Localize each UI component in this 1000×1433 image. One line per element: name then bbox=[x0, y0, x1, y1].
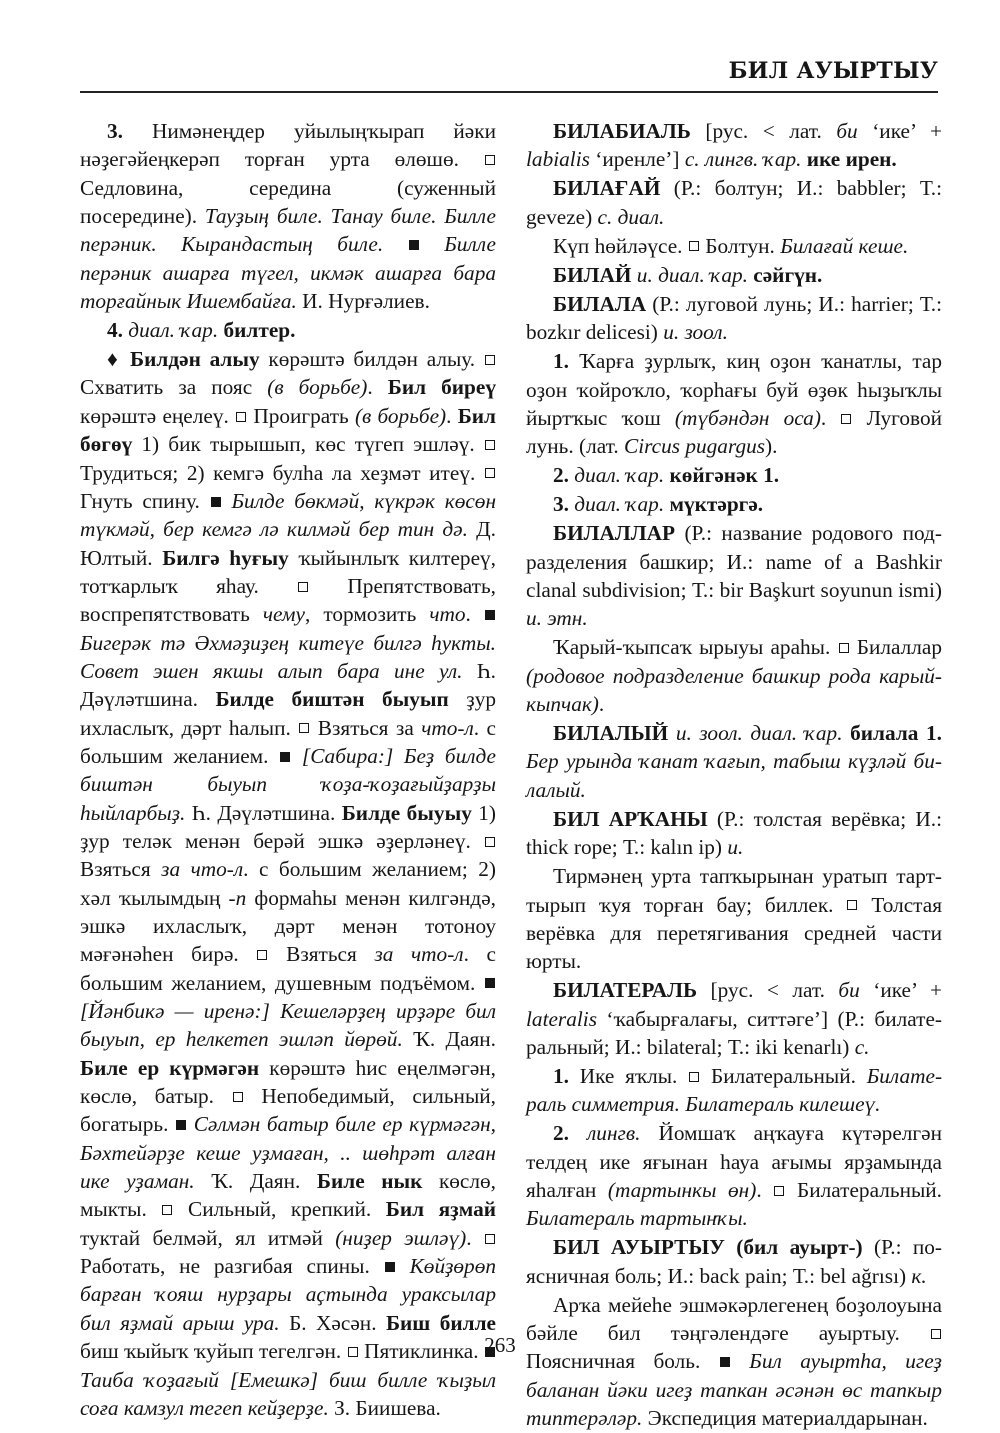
header-rule bbox=[80, 91, 938, 93]
definition-text: Болтун. bbox=[699, 233, 781, 258]
black-square-marker-icon bbox=[485, 610, 495, 620]
white-square-marker-icon bbox=[485, 1234, 495, 1244]
headword-text: Биле нык bbox=[316, 1169, 439, 1194]
black-square-marker-icon bbox=[720, 1357, 730, 1367]
definition-text: (Р.: поясничная боль; И.: back pain; Т.: bel ağrısı) bbox=[526, 1235, 943, 1288]
dictionary-paragraph bbox=[526, 976, 942, 1061]
italic-text: и. диал. ҡар. bbox=[636, 262, 754, 287]
headword-text: билала 1. bbox=[850, 721, 942, 746]
italic-text: Билле перәник ашарға түгел, икмәк ашарға бара торғайнык Ишембайға. bbox=[80, 232, 496, 314]
italic-text: би bbox=[836, 119, 858, 143]
headword-text: Билгә һуғыу bbox=[162, 545, 299, 570]
definition-text: ‘иренле’] bbox=[589, 147, 685, 172]
dictionary-paragraph bbox=[526, 805, 942, 862]
definition-text: Күп һөйләүсе. bbox=[553, 233, 688, 258]
definition-text: (Р.: толстая верёвка; И.: thick rope; Т.: kalın ip) bbox=[526, 806, 942, 860]
definition-text: Нимәнеңдер уйылыңҡырап йәки нәҙегәйеңкерәп торған урта өлөшө. bbox=[80, 119, 496, 172]
definition-text: Пятиклинка. bbox=[358, 1339, 484, 1364]
definition-text: Һ. Дәүләтшина. bbox=[80, 658, 496, 712]
definition-text: Трудиться; 2) кемгә булһа ла хеҙмәт итеү. bbox=[80, 460, 484, 485]
definition-text: (Р.: луговой лунь; И.: harrier; Т.: bozkır delicesi) bbox=[526, 291, 942, 345]
definition-text: . bbox=[466, 1225, 484, 1250]
white-square-marker-icon bbox=[847, 900, 857, 910]
definition-text: Взяться bbox=[268, 942, 375, 967]
definition-text: көрәштә билдән алыу. bbox=[268, 347, 484, 372]
italic-text: за что-л bbox=[161, 857, 244, 882]
dictionary-paragraph bbox=[526, 347, 942, 460]
white-square-marker-icon bbox=[485, 837, 495, 847]
definition-text: Взяться за bbox=[310, 715, 422, 740]
dictionary-paragraph bbox=[526, 719, 942, 804]
italic-text: диал. ҡар. bbox=[574, 492, 670, 517]
white-square-marker-icon bbox=[485, 155, 495, 165]
definition-text: . с большим желанием. bbox=[80, 715, 496, 768]
dictionary-paragraph bbox=[526, 1119, 942, 1232]
italic-text: (түбәндән оса) bbox=[674, 405, 821, 430]
definition-text: биш ҡыйыҡ ҡуйып тегелгән. bbox=[80, 1339, 347, 1364]
white-square-marker-icon bbox=[485, 355, 495, 365]
headword-text: көйгәнәк 1. bbox=[669, 463, 780, 488]
italic-text: lateralis bbox=[526, 1006, 597, 1031]
dictionary-paragraph bbox=[526, 117, 942, 174]
italic-text: и. зоол. bbox=[663, 320, 728, 345]
italic-text: би bbox=[838, 978, 860, 1003]
italic-text: и. этн. bbox=[526, 606, 588, 631]
italic-text: что bbox=[429, 602, 466, 627]
definition-text: 1) ҙур теләк менән берәй эшкә әҙерләнеү. bbox=[80, 800, 497, 853]
white-square-marker-icon bbox=[689, 241, 699, 251]
italic-text: Бигерәк тә Әхмәҙиҙең китеүе билгә һукты. Совет эшен якшы алып бара ине ул. bbox=[80, 630, 496, 683]
definition-text: Взяться bbox=[80, 857, 162, 882]
white-square-marker-icon bbox=[162, 1205, 172, 1215]
definition-text: . с большим желанием, душевным подъёмом. bbox=[80, 942, 496, 995]
italic-text: (в борьбе) bbox=[267, 375, 368, 400]
white-square-marker-icon bbox=[233, 1092, 243, 1102]
definition-text: Б. Хәсән. bbox=[279, 1310, 386, 1335]
definition-text: Работать, не разгибая спины. bbox=[80, 1254, 384, 1279]
dictionary-paragraph bbox=[526, 1291, 942, 1433]
italic-text: диал. ҡар. bbox=[574, 463, 670, 488]
definition-text: Д. Юлтый. bbox=[80, 517, 496, 570]
definition-text: . bbox=[367, 375, 388, 400]
italic-text: (ниҙер эшләү) bbox=[335, 1225, 467, 1250]
italic-text: [Йәнбикә — иренә:] Кешеләрҙең ирҙәре бил быуып, ер һелкетеп эшләп йөрөй. bbox=[80, 999, 496, 1052]
headword-text: 3. bbox=[553, 492, 575, 517]
definition-text: формаһы менән килгәндә, эшкә ихласлыҡ, дәрт менән тотоноу мәғәнәһен бирә. bbox=[80, 885, 496, 967]
dictionary-paragraph bbox=[526, 261, 942, 289]
dictionary-paragraph bbox=[526, 633, 942, 718]
dictionary-paragraph bbox=[526, 1233, 942, 1290]
white-square-marker-icon bbox=[774, 1186, 784, 1196]
headword-text: Бил бөгөү bbox=[80, 403, 496, 457]
definition-text: Ҡ. Даян. bbox=[194, 1169, 317, 1194]
definition-text: Гнуть спину. bbox=[80, 488, 210, 513]
italic-text: с. лингв. ҡар. bbox=[684, 147, 807, 172]
headword-text: БИЛАБИАЛЬ bbox=[553, 119, 706, 143]
headword-text: БИЛ АУЫРТЫУ (бил ауырт-) bbox=[553, 1235, 874, 1260]
definition-text: Ҡарый-ҡыпсаҡ ырыуы араһы. bbox=[553, 635, 838, 660]
definition-text: ‘ике’ + bbox=[857, 119, 942, 143]
headword-text: 1. bbox=[553, 1063, 580, 1088]
white-square-marker-icon bbox=[839, 643, 849, 653]
headword-text: 1. bbox=[553, 349, 580, 374]
headword-text: 2. bbox=[553, 1121, 588, 1146]
definition-text: . bbox=[756, 1178, 774, 1203]
definition-text: туктай белмәй, ял итмәй bbox=[80, 1225, 336, 1250]
definition-text: Йомшаҡ аңҡауға күтәрелгән телдең ике яғынан һауа ағымы ярҙамында яһалған bbox=[526, 1121, 943, 1203]
definition-text: Препятствовать, воспрепятствовать bbox=[80, 573, 497, 627]
definition-text: Ҡарға ҙурлыҡ, киң оҙон ҡанатлы, тар оҙон ҡойроҡло, ҡорһағы буй өҙөк һыҙыҡлы йыртҡыс ҡош bbox=[526, 349, 942, 430]
definition-text: И. Нурғәлиев. bbox=[296, 289, 430, 314]
dictionary-paragraph bbox=[526, 862, 942, 975]
definition-text: Поясничная боль. bbox=[526, 1349, 719, 1374]
italic-text: (тартынкы өн) bbox=[607, 1178, 757, 1203]
dictionary-paragraph bbox=[526, 232, 942, 260]
dictionary-paragraph bbox=[80, 316, 496, 344]
definition-text: Схватить за пояс bbox=[80, 375, 268, 400]
page-number: 263 bbox=[484, 1333, 516, 1357]
headword-text: Бил яҙмай bbox=[385, 1197, 497, 1222]
italic-text: (в борьбе) bbox=[354, 403, 447, 428]
headword-text: БИЛ АРҠАНЫ bbox=[553, 806, 717, 831]
definition-text: (Р.: болтун; И.: babbler; Т.: geveze) bbox=[526, 176, 942, 229]
italic-text: (родовое подразделение башкир рода карый-кыпчак) bbox=[526, 663, 942, 717]
italic-text: Сәлмән батыр биле ер күрмәгән, Бәхтейәрҙе кеше уҙмаған, .. шөһрәт алған ике уҙаман. bbox=[80, 1112, 496, 1194]
dictionary-paragraph bbox=[526, 1062, 942, 1119]
left-column bbox=[80, 117, 496, 1423]
black-square-marker-icon bbox=[485, 978, 495, 988]
definition-text: Толстая верёвка для перетягивания средней части юрты. bbox=[526, 892, 942, 974]
definition-text: ‘ҡабырғалағы, ситтәге’] (Р.: билатеральный; И.: bilateral; Т.: iki kenarlı) bbox=[526, 1006, 942, 1059]
dictionary-paragraph bbox=[526, 174, 942, 231]
italic-text: чему bbox=[262, 602, 305, 627]
definition-text: көслө, мыкты. bbox=[80, 1169, 496, 1222]
definition-text: көрәштә һис еңелмәгән, көслө, батыр. bbox=[80, 1055, 496, 1109]
definition-text: ҙур ихласлыҡ, дәрт һалып. bbox=[80, 687, 496, 740]
white-square-marker-icon bbox=[485, 468, 495, 478]
definition-text: Проиграть bbox=[247, 403, 355, 428]
definition-text: Ике яҡлы. bbox=[579, 1063, 689, 1088]
headword-text: 3. bbox=[107, 119, 153, 143]
black-square-marker-icon bbox=[385, 1262, 395, 1272]
italic-text: Таиба ҡоҙағый [Емешкә] биш билле ҡыҙыл соға камзул тегеп кейҙерҙе. bbox=[80, 1367, 496, 1420]
headword-text: 2. bbox=[553, 463, 575, 488]
italic-text: лингв. bbox=[587, 1121, 659, 1146]
dictionary-paragraph bbox=[80, 117, 496, 315]
italic-text: labialis bbox=[526, 147, 590, 172]
headword-text: Билде биштән быуып bbox=[215, 687, 467, 712]
definition-text: Луговой лунь. (лат. bbox=[526, 405, 942, 459]
white-square-marker-icon bbox=[485, 440, 495, 450]
headword-text: ике ирен. bbox=[806, 147, 897, 172]
definition-text: Сильный, крепкий. bbox=[173, 1197, 386, 1222]
black-square-marker-icon bbox=[280, 752, 290, 762]
running-header: БИЛ АУЫРТЫУ bbox=[728, 58, 938, 84]
white-square-marker-icon bbox=[236, 412, 246, 422]
italic-text: Билде бөкмәй, күкрәк көсөн түкмәй, бер кемгә лә килмәй бер тин дә. bbox=[80, 488, 497, 542]
headword-text: билтер. bbox=[223, 318, 296, 343]
italic-text: и. bbox=[727, 835, 744, 860]
definition-text: Ҡ. Даян. bbox=[402, 1027, 496, 1052]
headword-text: БИЛАҒАЙ bbox=[553, 176, 674, 201]
italic-text: Тауҙың биле. Танау биле. Билле перәник. Кырандастың биле. bbox=[80, 204, 496, 257]
dictionary-paragraph bbox=[526, 461, 942, 489]
italic-text: к. bbox=[911, 1263, 927, 1288]
italic-text: за что-л bbox=[374, 942, 464, 967]
white-square-marker-icon bbox=[841, 414, 851, 424]
italic-text: Билағай кеше. bbox=[780, 233, 909, 258]
definition-text: Билатеральный. bbox=[700, 1063, 867, 1088]
headword-text: Биле ер күрмәгән bbox=[80, 1055, 270, 1080]
definition-text: ҡыйынлыҡ килтереү, тотҡарлыҡ яһау. bbox=[80, 545, 496, 598]
italic-text: и. зоол. диал. ҡар. bbox=[675, 721, 851, 746]
dictionary-paragraph bbox=[526, 290, 942, 347]
headword-text: сәйгүн. bbox=[753, 262, 823, 287]
headword-text: БИЛАЙ bbox=[553, 262, 637, 287]
headword-text: БИЛАЛЛАР bbox=[553, 521, 685, 546]
white-square-marker-icon bbox=[298, 582, 308, 592]
right-column bbox=[526, 117, 942, 1433]
headword-text: Бил биреү bbox=[387, 375, 496, 400]
white-square-marker-icon bbox=[299, 723, 309, 733]
definition-text: [рус. < лат. bbox=[710, 978, 839, 1003]
italic-text: с. bbox=[854, 1034, 870, 1059]
definition-text: 1) бик тырышып, көс түгеп эшләү. bbox=[141, 432, 484, 457]
italic-text: [Сабира:] Беҙ билде биштән быуып ҡоҙа-ҡоҙағыйҙарҙы һыйларбыҙ. bbox=[80, 743, 496, 825]
headword-text: БИЛАТЕРАЛЬ bbox=[553, 978, 711, 1003]
headword-text: мүктәргә. bbox=[669, 492, 764, 517]
definition-text: Седловина, середина (суженный посередине). bbox=[80, 175, 496, 229]
definition-text: ‘ике’ + bbox=[859, 978, 942, 1003]
definition-text: [рус. < лат. bbox=[705, 119, 837, 143]
headword-text: ♦ Билдән алыу bbox=[107, 347, 269, 372]
definition-text: . bbox=[820, 405, 841, 430]
italic-text: диал. ҡар. bbox=[128, 318, 224, 343]
italic-text: Бил ауыртһа, игеҙ баланан йәки игеҙ тапкан әсәнән өс тапкыр типтерәләр. bbox=[526, 1349, 942, 1431]
black-square-marker-icon bbox=[211, 497, 221, 507]
definition-text: Тирмәнең урта тапҡырынан уратып тарттырып ҡуя торған бау; биллек. bbox=[526, 864, 942, 917]
headword-text: БИЛАЛЫЙ bbox=[553, 721, 676, 746]
white-square-marker-icon bbox=[257, 950, 267, 960]
definition-text: Билаллар bbox=[849, 635, 943, 660]
definition-text: Непобедимый, сильный, богатырь. bbox=[80, 1084, 496, 1137]
definition-text: Экспедиция материалдарынан. bbox=[642, 1406, 928, 1431]
definition-text: . bbox=[598, 692, 605, 717]
definition-text: Билатеральный. bbox=[785, 1178, 942, 1203]
definition-text: , тормозить bbox=[304, 602, 430, 627]
definition-text: Арҡа мейеһе эшмәкәрлегенең боҙолоуына бәйле бил тәңгәлендәге ауыртыу. bbox=[526, 1292, 942, 1346]
italic-text: Билатераль симметрия. Билатераль килешеү. bbox=[526, 1063, 943, 1117]
italic-text: Circus pugargus bbox=[624, 434, 766, 459]
dictionary-paragraph bbox=[526, 519, 942, 632]
headword-text: Биш билле bbox=[385, 1310, 496, 1335]
definition-text: . bbox=[465, 602, 484, 627]
black-square-marker-icon bbox=[409, 240, 419, 250]
italic-text: Билатераль тартынҡы. bbox=[526, 1206, 748, 1231]
definition-text: ). bbox=[765, 434, 778, 459]
black-square-marker-icon bbox=[176, 1120, 186, 1130]
italic-text: с. диал. bbox=[597, 204, 665, 229]
white-square-marker-icon bbox=[689, 1072, 699, 1082]
headword-text: Билде быуыу bbox=[341, 800, 479, 825]
italic-text: что-л bbox=[421, 715, 474, 740]
headword-text: БИЛАЛА bbox=[553, 291, 653, 316]
definition-text: көрәштә еңелеү. bbox=[80, 403, 236, 428]
definition-text: . с большим желанием; 2) хәл ҡылымдың bbox=[80, 857, 496, 910]
italic-text: Көйҙөрөп барған ҡояш нурҙары аҫтында ураксылар бил яҙмай арыш ура. bbox=[80, 1254, 496, 1335]
definition-text: Һ. Дәүләтшина. bbox=[185, 800, 342, 825]
italic-text: -п bbox=[228, 885, 247, 910]
dictionary-paragraph bbox=[526, 490, 942, 518]
dictionary-paragraph bbox=[80, 345, 496, 1422]
definition-text: . bbox=[446, 403, 458, 428]
headword-text: 4. bbox=[107, 318, 129, 343]
definition-text: (Р.: название родового подразделения башкир; И.: name of a Bashkir clanal subdivision; Т.: bir Başkurt soyunun ismi) bbox=[526, 521, 942, 602]
italic-text: Бер урында ҡанат ҡағып, табыш күҙләй билалый. bbox=[526, 749, 942, 802]
definition-text: З. Биишева. bbox=[328, 1395, 441, 1420]
